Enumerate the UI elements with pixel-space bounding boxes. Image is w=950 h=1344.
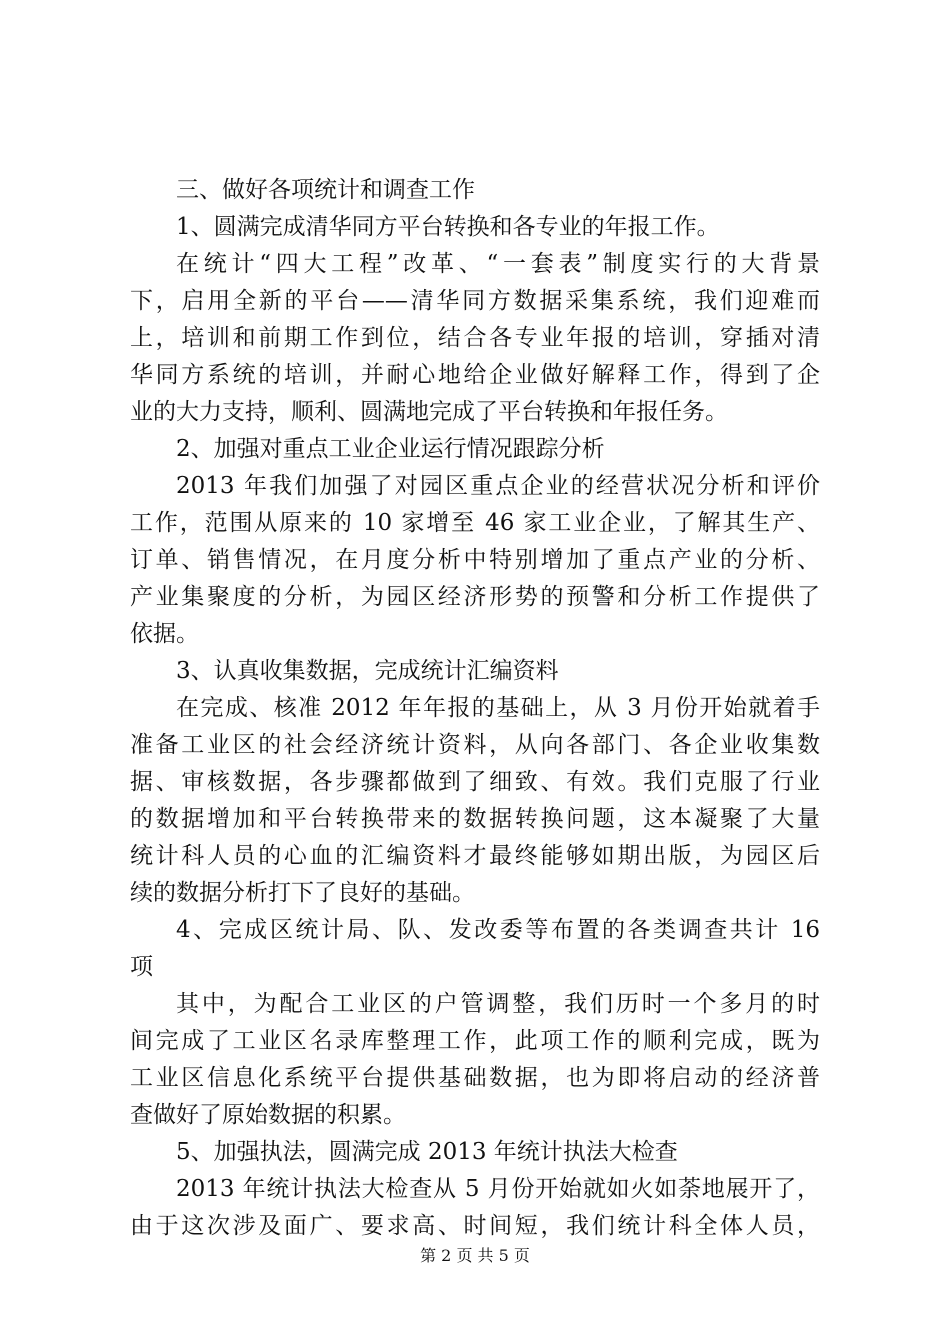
paragraph-line: 由于这次涉及面广、要求高、时间短，我们统计科全体人员，	[130, 1213, 820, 1239]
paragraph-line: 在统计“四大工程”改革、“一套表”制度实行的大背景	[176, 251, 820, 277]
paragraph-line: 2013 年统计执法大检查从 5 月份开始就如火如荼地展开了，	[176, 1176, 820, 1202]
paragraph-line: 续的数据分析打下了良好的基础。	[130, 880, 475, 906]
paragraph-line: 2013 年我们加强了对园区重点企业的经营状况分析和评价	[176, 473, 820, 499]
paragraph-line: 在完成、核准 2012 年年报的基础上，从 3 月份开始就着手	[176, 695, 820, 721]
page-indicator: 第 2 页 共 5 页	[420, 1246, 530, 1265]
paragraph-line: 其中，为配合工业区的户管调整，我们历时一个多月的时	[176, 991, 820, 1017]
section-heading: 三、做好各项统计和调查工作	[176, 177, 475, 203]
subheading-5: 5、加强执法，圆满完成 2013 年统计执法大检查	[176, 1139, 678, 1165]
paragraph-line: 查做好了原始数据的积累。	[130, 1102, 406, 1128]
subheading-4-cont: 项	[130, 954, 153, 980]
paragraph-line: 依据。	[130, 621, 199, 647]
paragraph-line: 工作，范围从原来的 10 家增至 46 家工业企业，了解其生产、	[130, 510, 820, 536]
paragraph-line: 产业集聚度的分析，为园区经济形势的预警和分析工作提供了	[130, 584, 820, 610]
paragraph-line: 统计科人员的心血的汇编资料才最终能够如期出版，为园区后	[130, 843, 820, 869]
paragraph-line: 华同方系统的培训，并耐心地给企业做好解释工作，得到了企	[130, 362, 820, 388]
paragraph-line: 间完成了工业区名录库整理工作，此项工作的顺利完成，既为	[130, 1028, 820, 1054]
paragraph-line: 的数据增加和平台转换带来的数据转换问题，这本凝聚了大量	[130, 806, 820, 832]
paragraph-line: 订单、销售情况，在月度分析中特别增加了重点产业的分析、	[130, 547, 820, 573]
paragraph-line: 下，启用全新的平台——清华同方数据采集系统，我们迎难而	[130, 288, 820, 314]
paragraph-line: 据、审核数据，各步骤都做到了细致、有效。我们克服了行业	[130, 769, 820, 795]
paragraph-line: 工业区信息化系统平台提供基础数据，也为即将启动的经济普	[130, 1065, 820, 1091]
paragraph-line: 准备工业区的社会经济统计资料，从向各部门、各企业收集数	[130, 732, 820, 758]
subheading-3: 3、认真收集数据，完成统计汇编资料	[176, 658, 559, 684]
subheading-1: 1、圆满完成清华同方平台转换和各专业的年报工作。	[176, 214, 720, 240]
paragraph-line: 上，培训和前期工作到位，结合各专业年报的培训，穿插对清	[130, 325, 820, 351]
subheading-2: 2、加强对重点工业企业运行情况跟踪分析	[176, 436, 605, 462]
paragraph-line: 业的大力支持，顺利、圆满地完成了平台转换和年报任务。	[130, 399, 728, 425]
subheading-4: 4、完成区统计局、队、发改委等布置的各类调查共计 16	[176, 917, 820, 943]
